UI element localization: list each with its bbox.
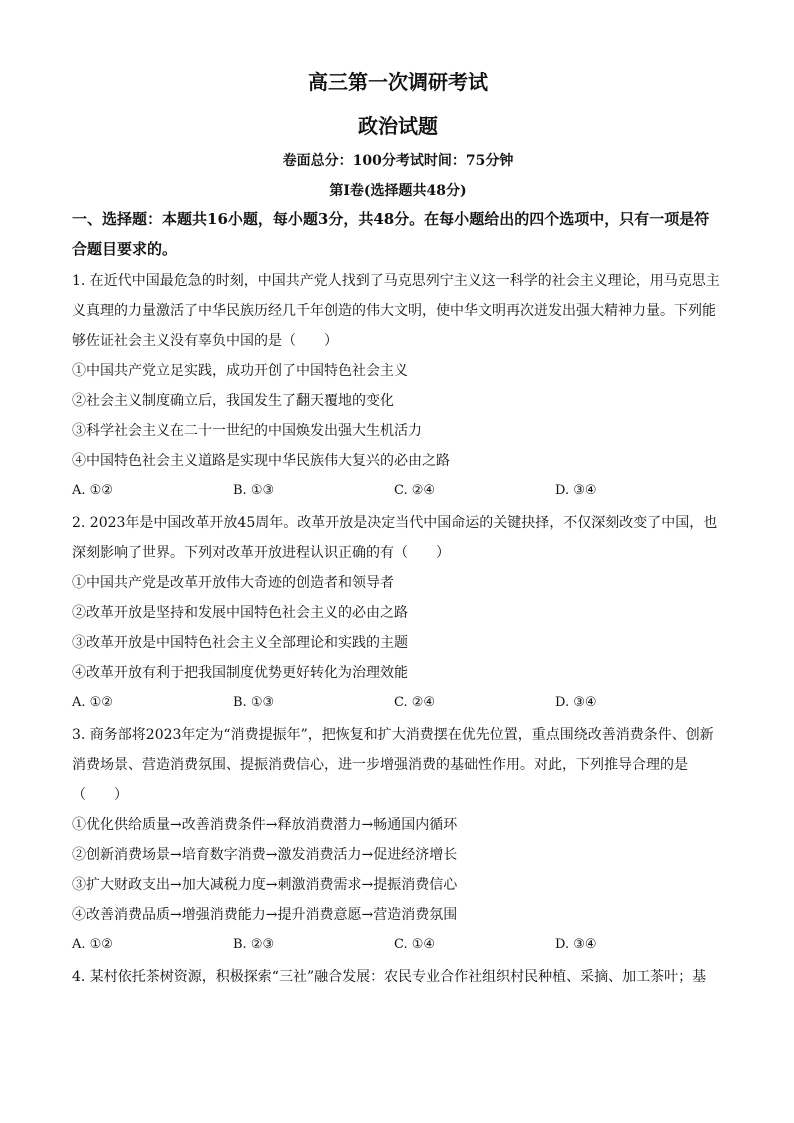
- answer-choice-a: A. ①②: [72, 937, 113, 952]
- answer-choice-c: C. ②④: [394, 695, 436, 710]
- exam-subtitle: 政治试题: [358, 114, 438, 138]
- question-stem: 1. 在近代中国最危急的时刻，中国共产党人找到了马克思列宁主义这一科学的社会主义理论，用马克思主义真理的力量激活了中华民族历经几千年创造的伟大文明，使中华文明再次迸发出强大精神力量。下列能够佐证社会主义没有辜负中国的是（ ）: [72, 273, 720, 349]
- answer-choices: [72, 930, 724, 960]
- statement-option: ②改革开放是坚持和发展中国特色社会主义的必由之路: [72, 605, 408, 621]
- section-instructions: 一、选择题：本题共16小题，每小题3分，共48分。在每小题给出的四个选项中，只有一项是符合题目要求的。: [72, 210, 710, 258]
- section-heading: 第Ⅰ卷(选择题共48分): [329, 183, 467, 199]
- question-1: [72, 266, 724, 506]
- answer-choice-a: A. ①②: [72, 695, 113, 710]
- statement-option: ④中国特色社会主义道路是实现中华民族伟大复兴的必由之路: [72, 453, 450, 469]
- question-2: [72, 508, 724, 718]
- exam-meta: 卷面总分：100分考试时间：75分钟: [282, 153, 514, 169]
- answer-choice-d: D. ③④: [555, 695, 597, 710]
- statement-option: ①中国共产党立足实践，成功开创了中国特色社会主义: [72, 363, 408, 379]
- statement-option: ③改革开放是中国特色社会主义全部理论和实践的主题: [72, 635, 408, 651]
- statement-option: ②社会主义制度确立后，我国发生了翻天覆地的变化: [72, 393, 394, 409]
- question-stem: 4. 某村依托茶树资源，积极探索“三社”融合发展：农民专业合作社组织村民种植、采摘、加工茶叶；基: [72, 969, 707, 985]
- statement-option: ④改革开放有利于把我国制度优势更好转化为治理效能: [72, 665, 408, 681]
- question-stem: 3. 商务部将2023年定为“消费提振年”，把恢复和扩大消费摆在优先位置，重点围绕改善消费条件、创新消费场景、营造消费氛围、提振消费信心，进一步增强消费的基础性作用。对此，下列推导合理的是（ ）: [72, 727, 714, 803]
- answer-choice-d: D. ③④: [555, 937, 597, 952]
- answer-choices: [72, 688, 724, 718]
- answer-choice-c: C. ②④: [394, 483, 436, 498]
- answer-choice-a: A. ①②: [72, 483, 113, 498]
- question-4: [72, 962, 724, 992]
- answer-choice-c: C. ①④: [394, 937, 436, 952]
- statement-option: ①中国共产党是改革开放伟大奇迹的创造者和领导者: [72, 575, 394, 591]
- answer-choice-d: D. ③④: [555, 483, 597, 498]
- question-3: [72, 720, 724, 960]
- exam-title: 高三第一次调研考试: [308, 70, 488, 94]
- answer-choice-b: B. ①③: [233, 695, 275, 710]
- statement-option: ③科学社会主义在二十一世纪的中国焕发出强大生机活力: [72, 423, 422, 439]
- question-stem: 2. 2023年是中国改革开放45周年。改革开放是决定当代中国命运的关键抉择，不仅深刻改变了中国，也深刻影响了世界。下列对改革开放进程认识正确的有（ ）: [72, 515, 718, 561]
- statement-option: ②创新消费场景→培育数字消费→激发消费活力→促进经济增长: [72, 847, 458, 863]
- statement-option: ③扩大财政支出→加大减税力度→刺激消费需求→提振消费信心: [72, 877, 458, 893]
- answer-choice-b: B. ②③: [233, 937, 275, 952]
- answer-choices: [72, 476, 724, 506]
- statement-option: ④改善消费品质→增强消费能力→提升消费意愿→营造消费氛围: [72, 907, 458, 923]
- statement-option: ①优化供给质量→改善消费条件→释放消费潜力→畅通国内循环: [72, 817, 458, 833]
- answer-choice-b: B. ①③: [233, 483, 275, 498]
